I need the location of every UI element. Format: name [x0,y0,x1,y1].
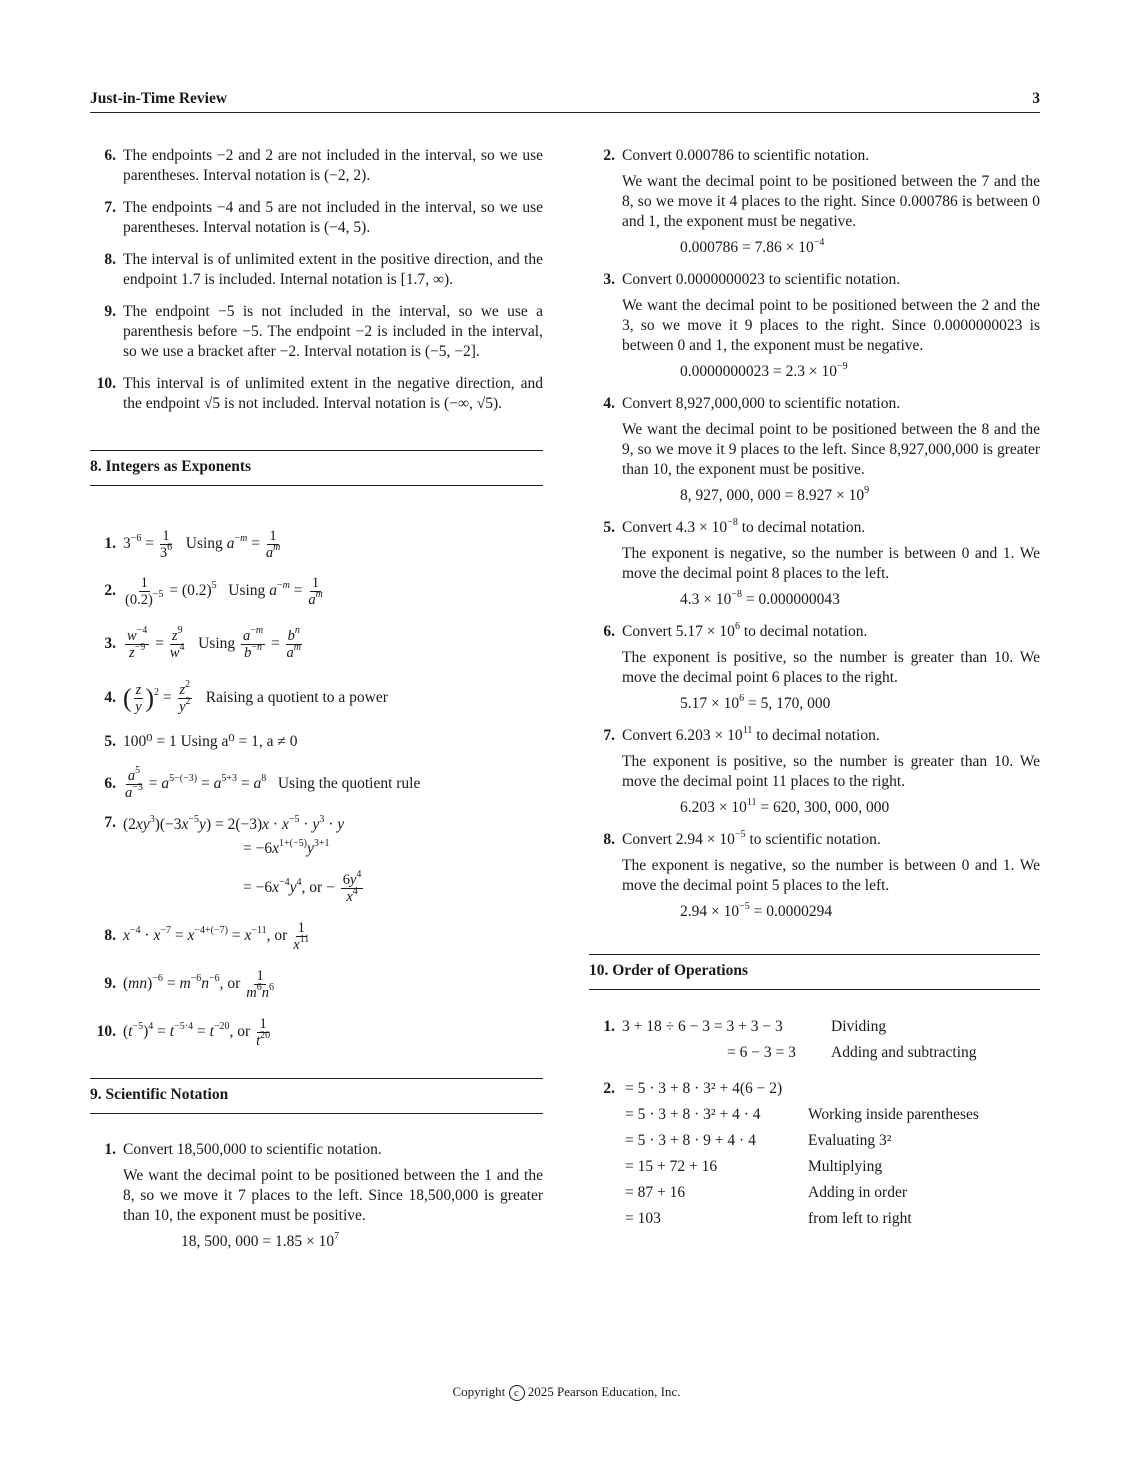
list-item: 1. 3 + 18 ÷ 6 − 3 = 3 + 3 − 3 Dividing = 6 − 3 = 3 Adding and subtracting [603,1018,977,1061]
list-item: 8. $x^{-4} \cdot x^{-7} = x^{-4+(-7)} = x^{-11}$, or $\frac{1}{x^{11}}$ [104,919,310,953]
list-item: 4. Convert 8,927,000,000 to scientific notation. We want the decimal point to be positioned between the 8 and the 9, so we move it 9 places to the left. Since 8,927,000,000 is greater than 10, the exponent must be positive. 8, 927, 000, $000 = 8.927 \times 10^9$ [603,395,1040,504]
list-item: 7. Convert $6.203 \times 10^{11}$ to decimal notation. The exponent is positive, so the number is greater than 10. We move the decimal point 11 places to the right. $6.203 \times 10^{11} = 620$, 300, 000, 000 [603,725,1040,816]
list-item: 2. $\frac{1}{(0.2)^{-5}}$ = $(0.2)^5$ Using $a^{-m}$ = $\frac{1}{a^m}$ [104,574,323,608]
section-title: 8. Integers as Exponents [90,450,543,486]
list-item: 2. Convert 0.000786 to scientific notation. We want the decimal point to be positioned between the 7 and the 8, so we move it 4 places to the right. Since 0.000786 is between 0 and 1, the exponent must be negative. $0.000786 = 7.86 \times 10^{-4}$ [603,147,1040,256]
list-item: 8. The interval is of unlimited extent in the positive direction, and the endpoint 1.7 is included. Internal notation is [1.7, ∞). [104,251,543,288]
list-item: 7. $(2xy^3)(-3x^{-5}y) = 2(-3)x \cdot x^{-5} \cdot y^3 \cdot y$ = $-6x^{1+(-5)}y^{3+1}$ = $-6x^{-4}y^4$, or − $\frac{6y^4}{x^4}$ [104,814,362,905]
list-item: 2. = 5 · 3 + 8 · 3² + 4(6 − 2) = 5 · 3 + 8 · 3² + 4 · 4 Working inside parentheses = 5 · 3 + 8 · 9 + 4 · 4 Evaluating 3² = 15 + 72 + 16 Multiplying = 87 + 16 Adding in order = 103 from left to right [589,1076,1040,1232]
scientific-notation-answers [589,146,1040,922]
copyright-footer: Copyright c 2025 Pearson Education, Inc. [452,1384,681,1399]
list-item: 9. $(mn)^{-6} = m^{-6}n^{-6}$, or $\frac{1}{m^6n^6}$ [104,967,274,1001]
list-item: 5. 100⁰ = 1 Using a⁰ = 1, a ≠ 0 [104,733,298,750]
list-item: 6. Convert $5.17 \times 10^6$ to decimal notation. The exponent is positive, so the number is greater than 10. We move the decimal point 6 places to the right. $5.17 \times 10^6 = 5$, 170, 000 [603,621,1040,712]
section-title: 10. Order of Operations [589,954,1040,990]
list-item: 3. $\frac{w^{-4}}{z^{-9}}$ = $\frac{z^9}{w^4}$ Using $\frac{a^{-m}}{b^{-n}}$ = $\frac{b^n}{a^m}$ [104,624,302,661]
section-title: 9. Scientific Notation [90,1078,543,1114]
list-item: 6. $\frac{a^5}{a^{-3}}$ = $a^{5-(-3)} = a^{5+3} = a^8$ Using the quotient rule [104,764,421,801]
left-column [90,146,543,1264]
operation-step: = 103 from left to right [625,1210,912,1227]
list-item: 8. Convert $2.94 \times 10^{-5}$ to scientific notation. The exponent is negative, so the number is between 0 and 1. We move the decimal point 5 places to the left. $2.94 \times 10^{-5} = 0.0000294$ [603,829,1040,920]
list-item: 9. The endpoint −5 is not included in the interval, so we use a parenthesis before −5. The endpoint −2 is included in the interval, so we use a bracket after −2. Interval notation is (−5, −2]. [104,303,543,360]
operation-step: = 5 · 3 + 8 · 9 + 4 · 4 Evaluating 3² [625,1132,892,1149]
list-item: 10. This interval is of unlimited extent in the negative direction, and the endpoint √5 is not included. Interval notation is (−∞, √5). [96,375,543,412]
operation-step: = 87 + 16 Adding in order [625,1184,908,1201]
exponent-answers [90,522,543,1056]
operation-step: = 5 · 3 + 8 · 3² + 4(6 − 2) [625,1080,783,1097]
list-item: 5. Convert $4.3 \times 10^{-8}$ to decimal notation. The exponent is negative, so the number is between 0 and 1. We move the decimal point 8 places to the left. $4.3 \times 10^{-8} = 0.000000043$ [603,517,1040,608]
header-title: Just-in-Time Review [90,90,228,107]
list-item: 6. The endpoints −2 and 2 are not included in the interval, so we use parentheses. Interval notation is (−2, 2). [104,147,543,184]
list-item: 3. Convert 0.0000000023 to scientific notation. We want the decimal point to be positioned between the 2 and the 3, so we move it 9 places to the right. Since 0.0000000023 is between 0 and 1, the exponent must be negative. $0.0000000023 = 2.3 \times 10^{-9}$ [603,271,1040,380]
page-number: 3 [1032,90,1040,107]
interval-answers [90,146,543,414]
list-item: 10. $(t^{-5})^4 = t^{-5\cdot 4} = t^{-20}$, or $\frac{1}{t^{20}}$ [96,1015,271,1049]
operation-step: = 15 + 72 + 16 Multiplying [625,1158,883,1175]
right-column [589,146,1040,1232]
list-item: 1. Convert 18,500,000 to scientific notation. We want the decimal point to be positioned between the 1 and the 8, so we move it 7 places to the left. Since 18,500,000 is greater than 10, the exponent must be positive. 18, 500, $000 = 1.85 \times 10^7$ [104,1141,543,1250]
list-item: 4. ( $\frac{z}{y}$ )$^2$ = $\frac{z^2}{y^2}$ Raising a quotient to a power [104,678,388,715]
running-header [90,90,1040,113]
list-item: 1. $3^{-6}$ = $\frac{1}{3^6}$ Using $a^{-m}$ = $\frac{1}{a^m}$ [104,527,281,561]
copyright-icon: c [509,1385,525,1401]
list-item: 7. The endpoints −4 and 5 are not included in the interval, so we use parentheses. Interval notation is (−4, 5). [104,199,543,236]
operation-step: = 5 · 3 + 8 · 3² + 4 · 4 Working inside parentheses [625,1106,979,1123]
